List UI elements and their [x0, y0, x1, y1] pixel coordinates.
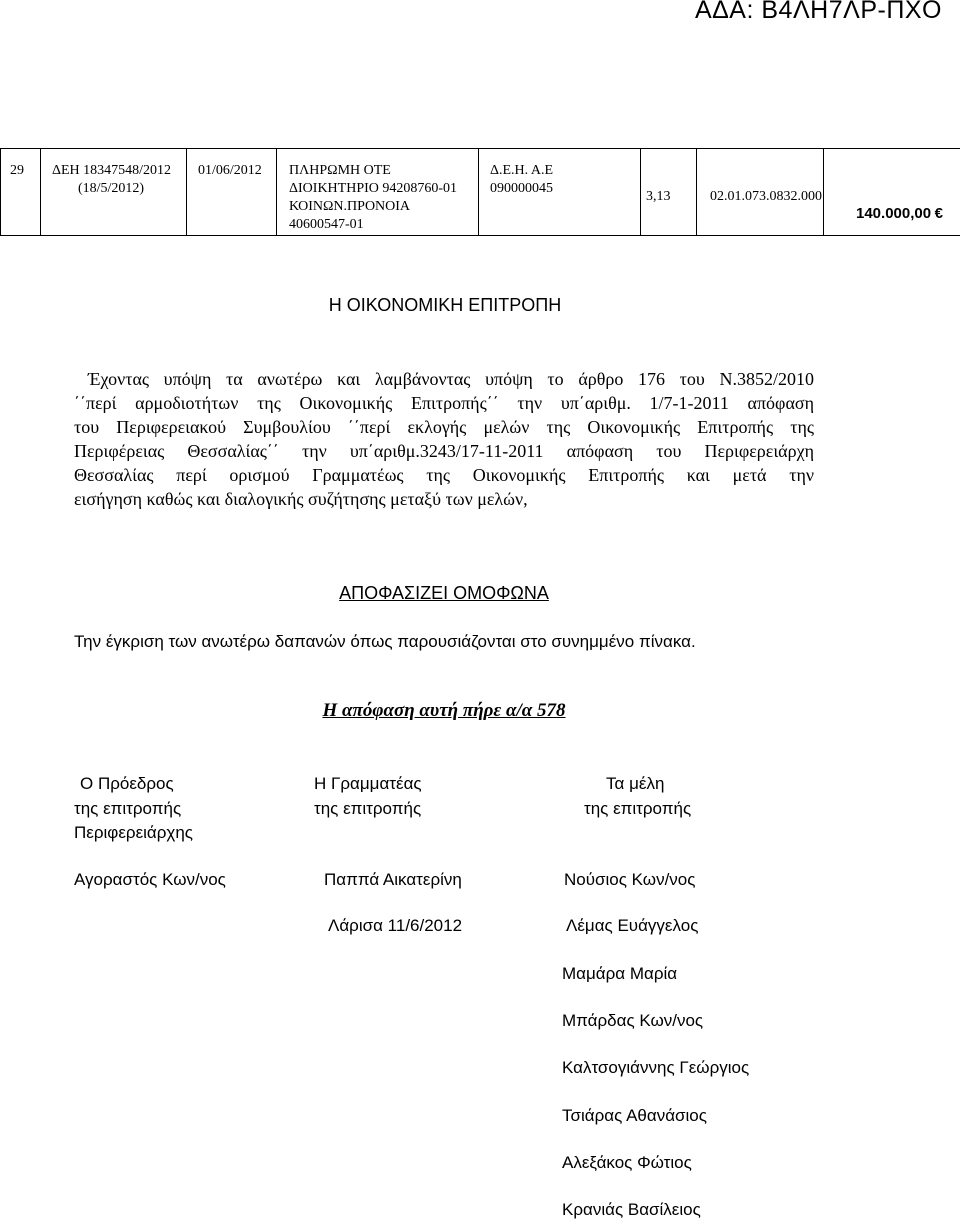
row-number: 29: [10, 163, 24, 178]
chair-name: Αγοραστός Κων/νος: [74, 870, 226, 889]
amount-value: 140.000,00: [856, 205, 932, 222]
beneficiary-line: Δ.Ε.Η. Α.Ε: [490, 163, 554, 178]
secretary-subtitle: της επιτροπής: [314, 799, 422, 818]
secretary-name: Παππά Αικατερίνη: [324, 870, 462, 889]
payee-line: ΚΟΙΝΩΝ.ΠΡΟΝΟΙΑ: [289, 199, 411, 214]
table-divider: [276, 148, 277, 236]
payee-line: ΔΙΟΙΚΗΤΗΡΙΟ 94208760-01: [289, 181, 458, 196]
ada-code: ΑΔΑ: Β4ΛΗ7ΛΡ-ΠΧΟ: [694, 0, 942, 24]
paragraph-line: ΄΄περί αρμοδιοτήτων της Οικονομικής Επιτροπής΄΄ την υπ΄αριθμ. 1/7-1-2011 απόφαση: [74, 393, 814, 413]
paragraph-line: Έχοντας υπόψη τα ανωτέρω και λαμβάνοντας υπόψη το άρθρο 176 του Ν.3852/2010: [88, 369, 814, 389]
table-divider: [640, 148, 641, 236]
table-top-border: [0, 148, 960, 149]
payee-line: ΠΛΗΡΩΜΗ ΟΤΕ: [289, 163, 391, 178]
table-bottom-border: [0, 235, 960, 236]
member-name: Λέμας Ευάγγελος: [566, 916, 699, 935]
members-subtitle: της επιτροπής: [584, 799, 692, 818]
member-name: Μαμάρα Μαρία: [562, 964, 678, 983]
paragraph-line: εισήγηση καθώς και διαλογικής συζήτησης μεταξύ των μελών,: [74, 489, 528, 509]
members-title: Τα μέλη: [606, 774, 665, 793]
chair-role: Περιφερειάρχης: [74, 823, 193, 842]
table-divider: [823, 148, 824, 236]
payee-line: 40600547-01: [289, 217, 364, 232]
deh-reference-line: (18/5/2012): [77, 181, 145, 196]
deh-reference: [52, 162, 171, 198]
rate: 3,13: [646, 189, 671, 204]
table-left-border: [0, 148, 1, 236]
member-name: Αλεξάκος Φώτιος: [562, 1153, 692, 1172]
beneficiary-line: 090000045: [490, 181, 553, 196]
table-divider: [40, 148, 41, 236]
approval-text: Την έγκριση των ανωτέρω δαπανών όπως παρουσιάζονται στο συνημμένο πίνακα.: [74, 632, 696, 651]
paragraph-line: του Περιφερειακού Συμβουλίου ΄΄περί εκλογής μελών της Οικονομικής Επιτροπής της: [74, 417, 814, 437]
beneficiary: [490, 162, 553, 198]
decision-heading: ΑΠΟΦΑΣΙΖΕΙ ΟΜΟΦΩΝΑ: [339, 583, 549, 603]
euro-symbol: €: [934, 205, 943, 222]
budget-code: 02.01.073.0832.000: [710, 189, 822, 204]
vote-text: Η απόφαση αυτή πήρε α/α 578: [322, 700, 566, 721]
payee: [289, 162, 457, 234]
row-date: 01/06/2012: [198, 163, 262, 178]
chair-title: Ο Πρόεδρος: [80, 774, 174, 793]
deh-reference-line: ΔΕΗ 18347548/2012: [52, 163, 172, 178]
member-name: Μπάρδας Κων/νος: [562, 1011, 704, 1030]
paragraph-line: Περιφέρειας Θεσσαλίας΄΄ την υπ΄αριθμ.3243/17-11-2011 απόφαση του Περιφερειάρχη: [74, 441, 814, 461]
chair-subtitle: της επιτροπής: [74, 799, 182, 818]
amount: [856, 205, 943, 224]
expense-table-row: [0, 148, 960, 236]
member-name: Τσιάρας Αθανάσιος: [562, 1106, 707, 1125]
table-divider: [696, 148, 697, 236]
committee-heading: Η ΟΙΚΟΝΟΜΙΚΗ ΕΠΙΤΡΟΠΗ: [328, 295, 562, 315]
place-date: Λάρισα 11/6/2012: [328, 916, 463, 935]
member-name: Κρανιάς Βασίλειος: [562, 1200, 701, 1219]
table-divider: [478, 148, 479, 236]
table-divider: [186, 148, 187, 236]
preamble-paragraph: [74, 367, 814, 511]
member-name: Καλτσογιάννης Γεώργιος: [562, 1058, 750, 1077]
member-name: Νούσιος Κων/νος: [564, 870, 696, 889]
secretary-title: Η Γραμματέας: [314, 774, 422, 793]
paragraph-line: Θεσσαλίας περί ορισμού Γραμματέως της Οικονομικής Επιτροπής και μετά την: [74, 465, 814, 485]
